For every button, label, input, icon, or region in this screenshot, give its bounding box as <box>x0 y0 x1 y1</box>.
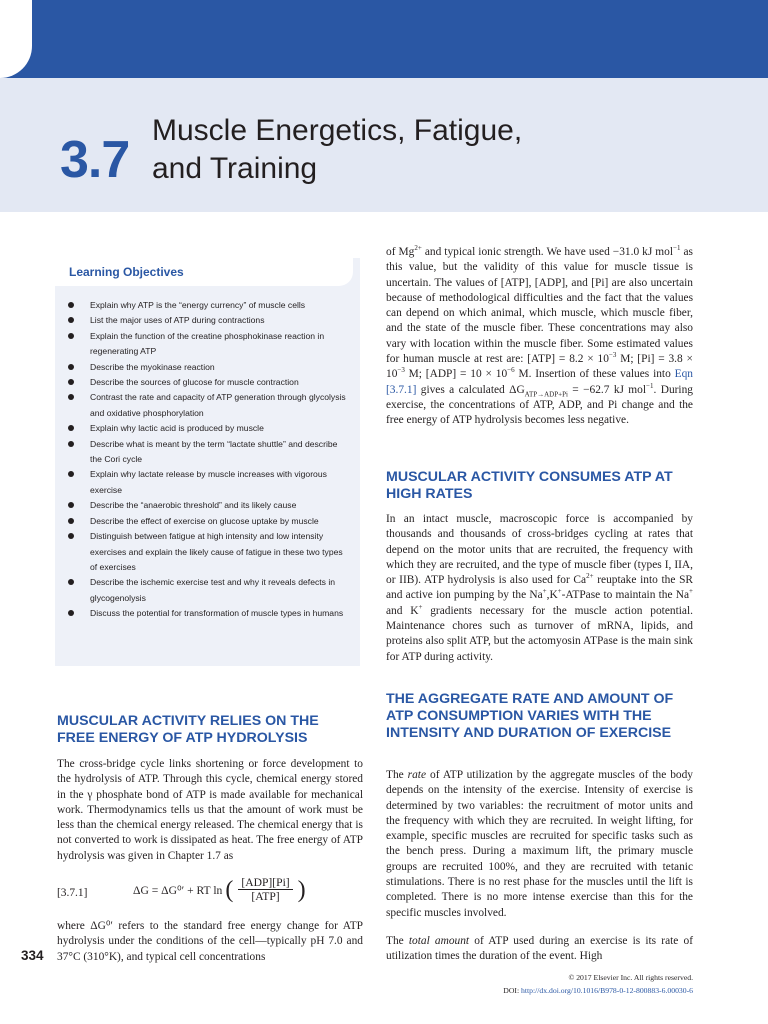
text-run: of ATP used during an exercise is its rate of utilization times the duration of the event. High <box>386 935 693 963</box>
header-notch <box>0 0 32 78</box>
section3-paragraph-2 <box>386 934 693 965</box>
doi-label: DOI: <box>503 986 522 995</box>
text-run: M; [ADP] = 10 × 10 <box>404 368 508 381</box>
superscript: −1 <box>673 244 681 253</box>
equation-numerator: [ADP][Pi] <box>238 876 292 890</box>
equation-paren-close: ) <box>297 876 306 903</box>
learning-objectives-title: Learning Objectives <box>69 265 184 279</box>
text-run: of ATP utilization by the aggregate muscles of the body depends on the intensity of the exercise. Intensity of exercise is determined by two variables: the recruitment of motor units and the frequency with which they are recruited. In weight lifting, for example, specific muscles are recruited for specific tasks such as the bench press. During a maximum lift, the primary muscle groups are recruited 100%, and they are recruited with tetanic stimulations. There is no rest phase for the muscles until the lift is completed. There is no more intense exercise than this for the specific muscles involved. <box>386 769 693 919</box>
right-column-continuation-paragraph <box>386 245 693 429</box>
section-heading-atp-hydrolysis: MUSCULAR ACTIVITY RELIES ON THE FREE ENERGY OF ATP HYDROLYSIS <box>57 713 319 747</box>
text-run: -ATPase to maintain the Na <box>561 589 690 602</box>
superscript: −6 <box>507 366 515 375</box>
text-run: of Mg <box>386 246 415 258</box>
superscript: 2+ <box>414 244 422 253</box>
objective-item: Describe the sources of glucose for muscle contraction <box>65 375 350 390</box>
objective-item: Discuss the potential for transformation of muscle types in humans <box>65 606 350 621</box>
superscript: −1 <box>646 381 654 390</box>
objective-item: Explain why ATP is the “energy currency” of muscle cells <box>65 298 350 313</box>
objective-item: Describe the “anaerobic threshold” and its likely cause <box>65 498 350 513</box>
learning-objectives-list <box>65 298 350 622</box>
text-run: gradients necessary for the muscle action potential. Maintenance chores such as turnover of mRNA, lipids, and proteins also split ATP, but the actomyosin ATPase is the main sink for ATP during activity. <box>386 604 693 663</box>
superscript: + <box>542 587 547 596</box>
learning-objectives-header <box>55 258 353 286</box>
text-run: gives a calculated ΔG <box>416 383 525 396</box>
section2-paragraph-1 <box>386 512 693 665</box>
equation-3-7-1 <box>133 876 306 903</box>
objective-item: Describe the myokinase reaction <box>65 360 350 375</box>
header-top-bar <box>0 0 768 78</box>
chapter-title-line-1: Muscle Energetics, Fatigue, <box>152 114 523 147</box>
text-run: as this value, but the validity of this value for muscle tissue is uncertain. The values of [ATP], [ADP], and [Pi] are also uncertain because of methodological difficulties and the fact that the values can depend on which animal, which muscle, which muscle fiber, and the state of the muscle fiber. These concentrations may also vary with location within the muscle fiber. Some estimated values for human muscle at rest are: [ATP] = 8.2 × 10 <box>386 246 693 366</box>
section1-paragraph-1: The cross-bridge cycle links shortening or force development to the hydrolysis of ATP. Through this cycle, chemical energy stored in the γ phosphate bond of ATP is made available for mechanical work. Thermodynamics tells us that the amount of work must be less than the chemical energy released. The chemical energy that is not converted to work is dissipated as heat. The free energy of ATP hydrolysis was given in Chapter 1.7 as <box>57 758 363 862</box>
emphasis-total-amount: total amount <box>408 935 470 947</box>
doi-link[interactable]: http://dx.doi.org/10.1016/B978-0-12-800883-6.00030-6 <box>521 986 693 995</box>
superscript: + <box>689 587 693 596</box>
objective-item: Explain the function of the creatine phosphokinase reaction in regenerating ATP <box>65 329 350 360</box>
text-run: and K <box>386 604 419 617</box>
superscript: −3 <box>608 351 617 360</box>
equation-fraction <box>238 876 292 903</box>
objective-item: Describe the effect of exercise on glucose uptake by muscle <box>65 514 350 529</box>
objective-item: Contrast the rate and capacity of ATP generation through glycolysis and oxidative phosphorylation <box>65 390 350 421</box>
equation-denominator: [ATP] <box>251 890 280 903</box>
doi-line <box>503 986 693 995</box>
equation-paren-open: ( <box>225 876 234 903</box>
superscript: + <box>418 602 423 611</box>
objective-item: List the major uses of ATP during contractions <box>65 313 350 328</box>
text-run: In an intact muscle, macroscopic force is accompanied by thousands and thousands of cross-bridges cycling at rates that depend on the motor units that are recruited, the frequency with which they are recruited, and the type of muscle fiber (types I, IIA, or IIB). ATP hydrolysis is also used for Ca <box>386 513 693 587</box>
objective-item: Distinguish between fatigue at high intensity and low intensity exercises and explain the likely cause of fatigue in these two types of exercises <box>65 529 350 575</box>
chapter-title <box>152 112 522 188</box>
equation-lhs: ΔG = ΔG⁰′ + RT ln <box>133 883 223 897</box>
superscript: + <box>557 587 562 596</box>
copyright-line: © 2017 Elsevier Inc. All rights reserved. <box>568 973 693 982</box>
superscript: 2+ <box>586 572 594 581</box>
text-run: and typical ionic strength. We have used −31.0 kJ mol <box>421 246 674 258</box>
emphasis-rate: rate <box>407 769 427 781</box>
text-run: reuptake into the SR and active ion pumping by the Na <box>386 574 693 602</box>
chapter-number: 3.7 <box>60 131 130 189</box>
text-run: The <box>386 935 409 947</box>
objective-item: Explain why lactate release by muscle increases with vigorous exercise <box>65 467 350 498</box>
text-run: . During exercise, the concentrations of ATP, ADP, and Pi change and the free energy of ATP hydrolysis becomes less negative. <box>386 383 693 427</box>
text-run: ,K <box>546 589 558 602</box>
text-run: M; [Pi] = 3.8 × 10 <box>386 353 693 381</box>
section1-paragraph-2: where ΔG⁰′ refers to the standard free energy change for ATP hydrolysis under the conditions of the cell—typically pH 7.0 and 37°C (310°K), and typical cell concentrations <box>57 920 363 963</box>
section-heading-atp-high-rates: MUSCULAR ACTIVITY CONSUMES ATP AT HIGH RATES <box>386 469 673 503</box>
chapter-header-band <box>0 0 768 212</box>
subscript: ATP→ADP+Pi <box>524 389 568 398</box>
section3-paragraph-1 <box>386 768 693 921</box>
equation-reference-link[interactable]: Eqn [3.7.1] <box>386 368 693 396</box>
text-run: M. Insertion of these values into <box>514 368 675 381</box>
page-number: 334 <box>21 948 44 963</box>
text-run: The <box>386 769 408 781</box>
objective-item: Describe the ischemic exercise test and why it reveals defects in glycogenolysis <box>65 575 350 606</box>
objective-item: Describe what is meant by the term “lactate shuttle” and describe the Cori cycle <box>65 437 350 468</box>
text-run: = −62.7 kJ mol <box>567 383 647 396</box>
objective-item: Explain why lactic acid is produced by muscle <box>65 421 350 436</box>
learning-objectives-box <box>55 258 360 666</box>
superscript: −3 <box>397 366 405 375</box>
equation-number: [3.7.1] <box>57 887 88 899</box>
section-heading-aggregate-rate: THE AGGREGATE RATE AND AMOUNT OF ATP CONSUMPTION VARIES WITH THE INTENSITY AND DURATION OF EXERCISE <box>386 691 674 742</box>
chapter-title-line-2: and Training <box>152 152 318 185</box>
